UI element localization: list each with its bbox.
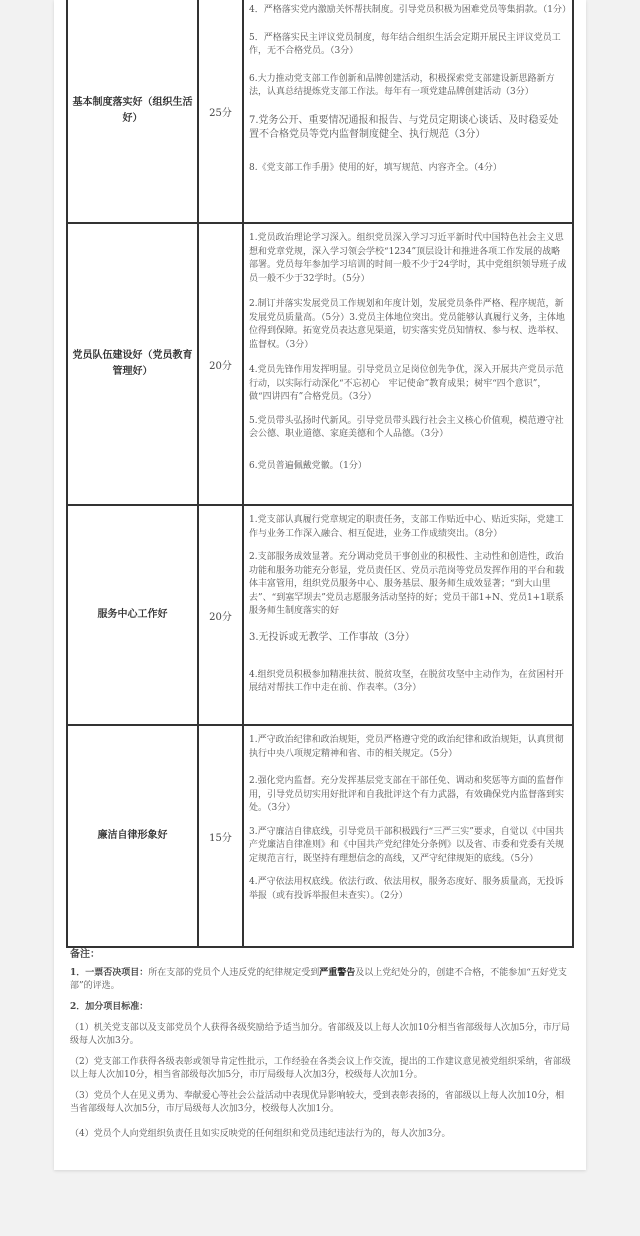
veto-text-pre: 所在支部的党员个人违反党的纪律规定受到 [148,968,320,978]
document-sheet [54,0,586,1170]
score-cell [199,224,244,504]
veto-note [70,967,572,993]
score-cell [199,506,244,724]
score-cell [199,0,244,222]
category-cell [68,0,199,222]
criteria-item: 3.无投诉或无教学、工作事故（3分） [249,631,415,643]
criteria-cell [244,726,572,946]
criteria-item: 4．严格落实党内激励关怀帮扶制度。引导党员积极为困难党员等集捐款。（1分） [249,5,571,15]
criteria-item: 2.支部服务成效显著。充分调动党员干事创业的积极性、主动性和创造性，政治功能和服务功能充分彰显，党员责任区、党员示范岗等党员发挥作用的平台和载体丰富管用，组织党员服务中心、服务基层、服务师生成效显著；“到大山里去”、“到塞罕坝去”党员志愿服务活动坚持的好；党员干部1+N、党员1+1联系服务师生制度落实的好 [249,552,565,616]
category-label: 基本制度落实好（组织生活好） [72,97,193,124]
criteria-item: 2.强化党内监督。充分发挥基层党支部在干部任免、调动和奖惩等方面的监督作用，引导党员切实用好批评和自我批评这个有力武器，有效确保党内监督落到实处。（3分） [249,776,565,813]
score-cell [199,726,244,946]
bonus-item: （1）机关党支部以及支部党员个人获得各级奖励给予适当加分。省部级及以上每人次加10分相当省部级每人次加5分，市厅局级每人次加3分。 [70,1023,570,1046]
evaluation-table [66,0,574,948]
criteria-cell [244,0,572,222]
criteria-item: 2.制订并落实发展党员工作规划和年度计划，发展党员条件严格、程序规范，新发展党员质量高。（5分）3.党员主体地位突出。党员能够认真履行义务，主体地位得到保障。拓宽党员表达意见渠道，切实落实党员知情权、参与权、选举权、监督权。（3分） [249,299,565,350]
criteria-item: 5.党员带头弘扬时代新风。引导党员带头践行社会主义核心价值观，模范遵守社会公德、职业道德、家庭美德和个人品德。（3分） [249,415,564,439]
criteria-item: 1.党员政治理论学习深入。组织党员深入学习习近平新时代中国特色社会主义思想和党章党规，深入学习领会学校“1234”顶层设计和推进各项工作发展的战略部署。党员每年参加学习培训的时间一般不少于24学时，其中党组织领导班子成员一般不少于32学时。（5分） [249,233,567,284]
table-row [68,224,572,506]
table-row [68,506,572,726]
score-label: 15分 [209,832,232,844]
criteria-item: 5．严格落实民主评议党员制度，每年结合组织生活会定期开展民主评议党员工作，无不合格党员。（3分） [249,32,561,56]
score-label: 25分 [209,107,232,119]
table-row [68,726,572,946]
category-label: 廉洁自律形象好 [97,830,168,841]
bonus-title: 2．加分项目标准： [70,1002,149,1012]
criteria-item: 1.严守政治纪律和政治规矩，党员严格遵守党的政治纪律和政治规矩，认真贯彻执行中央八项规定精神和省、市的相关规定。（5分） [249,735,564,759]
category-cell [68,506,199,724]
category-cell [68,726,199,946]
criteria-cell [244,506,572,724]
criteria-item: 4.党员先锋作用发挥明显。引导党员立足岗位创先争优，深入开展共产党员示范行动，以实际行动深化“不忘初心 牢记使命”教育成果；树牢“四个意识”，做“四讲四有”合格党员。（3分） [249,365,564,402]
bonus-item: （3）党员个人在见义勇为、奉献爱心等社会公益活动中表现优异影响较大，受到表彰表扬的，省部级以上每人次加10分，相当省部级每人次加5分，市厅局级每人次加3分，校级每人次加1分。 [70,1091,565,1114]
criteria-item: 3.严守廉洁自律底线，引导党员干部积极践行“三严三实”要求，自觉以《中国共产党廉洁自律准则》和《中国共产党纪律处分条例》以及省、市委和党委有关规定规范言行，既坚持有理想信念的高线，又严守纪律规矩的底线。（5分） [249,826,565,864]
notes-section [70,948,572,1149]
score-label: 20分 [209,360,232,372]
category-cell [68,224,199,504]
notes-heading: 备注： [70,949,100,960]
score-label: 20分 [209,611,232,623]
criteria-item: 8.《党支部工作手册》使用的好，填写规范、内容齐全。（4分） [249,162,502,173]
category-label: 服务中心工作好 [97,609,168,620]
criteria-item: 4.严守依法用权底线。依法行政、依法用权，服务态度好、服务质量高，无投诉举报（或有投诉举报但未查实）。（2分） [249,877,564,901]
criteria-item: 1.党支部认真履行党章规定的职责任务，支部工作贴近中心、贴近实际，党建工作与业务工作深入融合、相互促进，业务工作成绩突出。（8分） [249,515,564,539]
category-label: 党员队伍建设好（党员教育管理好） [72,350,193,377]
bonus-item: （4）党员个人向党组织负责任且如实反映党的任何组织和党员违纪违法行为的，每人次加3分。 [70,1129,451,1139]
criteria-cell [244,224,572,504]
criteria-item: 6.大力推动党支部工作创新和品牌创建活动，积极探索党支部建设新思路新方法，认真总结提炼党支部工作法。每年有一项党建品牌创建活动（3分） [249,73,555,97]
veto-title: 1．一票否决项目： [70,968,149,978]
bonus-item: （2）党支部工作获得各级表彰或领导肯定性批示，工作经验在各类会议上作交流，提出的工作建议意见被党组织采纳，省部级以上每人次加10分，相当省部级每次加5分，市厅局级每人次加3分，校级每人次加1分。 [70,1057,571,1080]
veto-emphasis: 严重警告 [319,968,356,978]
veto-text-post: 及以上党纪处分的，创建不合格，不能参加“五好党支部”的评选。 [70,968,567,991]
criteria-item: 4.组织党员积极参加精准扶贫、脱贫攻坚，在脱贫攻坚中主动作为，在贫困村开展结对帮扶工作中走在前、作表率。（3分） [249,669,564,693]
criteria-item: 6.党员普遍佩戴党徽。（1分） [249,460,367,471]
table-row [68,0,572,224]
criteria-item: 7.党务公开、重要情况通报和报告、与党员定期谈心谈话、及时稳妥处置不合格党员等党内监督制度健全、执行规范（3分） [249,114,559,140]
